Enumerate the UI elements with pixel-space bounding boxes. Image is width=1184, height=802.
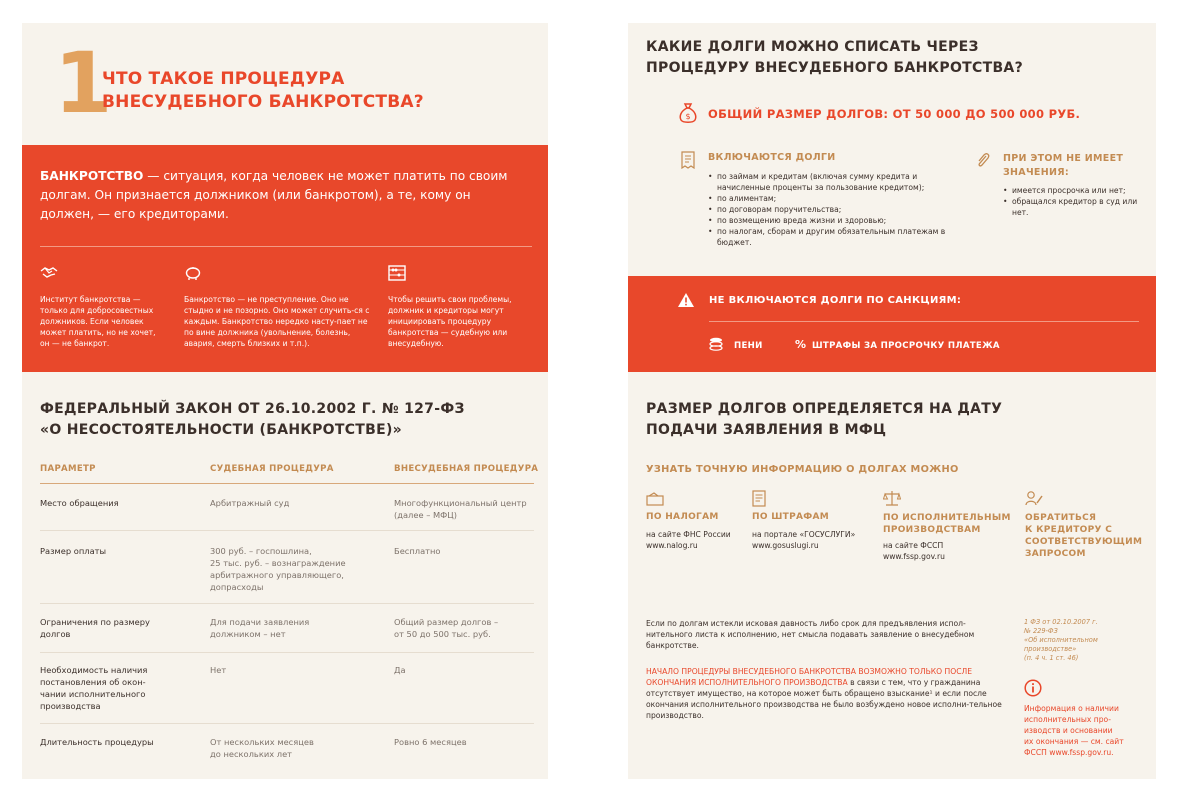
handshake-icon (40, 266, 58, 280)
table-row-line (40, 652, 534, 653)
receipt-icon (681, 151, 695, 169)
included-list (708, 171, 966, 248)
list-item: • по алиментам; (708, 193, 966, 204)
table-header-court: СУДЕБНАЯ ПРОЦЕДУРА (210, 464, 334, 474)
list-item: • по налогам, сборам и другим обязательным платежам в бюджет. (708, 226, 966, 248)
document-icon (752, 490, 766, 507)
included-title: ВКЛЮЧАЮТСЯ ДОЛГИ (708, 152, 836, 163)
source-title: ПО НАЛОГАМ (646, 512, 719, 522)
coins-icon (709, 337, 725, 351)
excluded-item-penalties: ПЕНИ (734, 341, 763, 351)
percent-icon: % (795, 338, 807, 351)
source-title: ПО ИСПОЛНИТЕЛЬНЫМ ПРОИЗВОДСТВАМ (883, 513, 1011, 535)
write-icon (1025, 490, 1043, 507)
page-title: ЧТО ТАКОЕ ПРОЦЕДУРА ВНЕСУДЕБНОГО БАНКРОТСТВА? (102, 69, 424, 112)
table-cell: Бесплатно (394, 546, 441, 556)
info-icon (1024, 679, 1042, 697)
total-debt-range: ОБЩИЙ РАЗМЕР ДОЛГОВ: ОТ 50 000 ДО 500 000 РУБ. (708, 107, 1081, 121)
right-title: КАКИЕ ДОЛГИ МОЖНО СПИСАТЬ ЧЕРЕЗ ПРОЦЕДУРУ ВНЕСУДЕБНОГО БАНКРОТСТВА? (646, 39, 1023, 76)
source-title: ПО ШТРАФАМ (752, 512, 829, 522)
table-cell: Нет (210, 665, 227, 675)
statute-paragraph: Если по долгам истекли исковая давность либо срок для предъявления испол-нительного листа к исполнению, нет смысла подавать заявление о внесудебном банкротстве. (646, 619, 975, 650)
fact-text-3: Чтобы решить свои проблемы, должник и кредиторы могут инициировать процедуру банкротства — судебную или внесудебную. (388, 295, 512, 348)
table-cell: Общий размер долгов – от 50 до 500 тыс. руб. (394, 617, 499, 639)
excluded-item-fines: ШТРАФЫ ЗА ПРОСРОЧКУ ПЛАТЕЖА (812, 341, 1000, 351)
tax-icon (646, 492, 664, 506)
divider (40, 246, 532, 247)
date-title: РАЗМЕР ДОЛГОВ ОПРЕДЕЛЯЕТСЯ НА ДАТУ ПОДАЧИ ЗАЯВЛЕНИЯ В МФЦ (646, 401, 1003, 438)
irrelevant-list (1003, 185, 1153, 218)
table-cell: Да (394, 665, 406, 675)
source-text: на сайте ФССП www.fssp.gov.ru (883, 541, 945, 561)
excluded-title: НЕ ВКЛЮЧАЮТСЯ ДОЛГИ ПО САНКЦИЯМ: (709, 295, 962, 306)
table-cell: Арбитражный суд (210, 498, 290, 508)
procedure-paragraph: НАЧАЛО ПРОЦЕДУРЫ ВНЕСУДЕБНОГО БАНКРОТСТВА ВОЗМОЖНО ТОЛЬКО ПОСЛЕ ОКОНЧАНИЯ ИСПОЛНИТЕЛЬНОГО ПРОИЗВОДСТВА в связи с тем, что у гражданина отсутствует имущество, на которое может быть обращено взыскание¹ и если после окончания исполнительного производства не было возбуждено новое исполни-тельное производство. (646, 667, 1002, 720)
table-cell: 300 руб. – госпошлина, 25 тыс. руб. – вознаграждение арбитражного управляющего, допрасходы (210, 546, 346, 592)
source-title: ОБРАТИТЬСЯ К КРЕДИТОРУ С СООТВЕТСТВУЮЩИМ ЗАПРОСОМ (1025, 513, 1143, 559)
section-number: 1 (54, 34, 113, 132)
table-row-line (40, 603, 534, 604)
list-item: • обращался кредитор в суд или нет. (1003, 196, 1153, 218)
table-cell: Многофункциональный центр (далее – МФЦ) (394, 498, 527, 520)
paperclip-icon (976, 151, 990, 169)
svg-text:$: $ (685, 112, 691, 121)
scales-icon (883, 490, 901, 507)
table-cell: Ровно 6 месяцев (394, 737, 467, 747)
table-cell: Длительность процедуры (40, 737, 154, 747)
info-title: УЗНАТЬ ТОЧНУЮ ИНФОРМАЦИЮ О ДОЛГАХ МОЖНО (646, 464, 959, 475)
divider (709, 321, 1139, 322)
piggy-bank-icon (184, 265, 202, 281)
list-item: • по договорам поручительства; (708, 204, 966, 215)
table-header-line (40, 483, 534, 484)
table-cell: Необходимость наличия постановления об окон- чании исполнительного производства (40, 665, 148, 711)
table-header-param: ПАРАМЕТР (40, 464, 96, 474)
left-page (22, 23, 548, 779)
excluded-band (628, 276, 1156, 372)
warning-icon (677, 292, 695, 308)
abacus-icon (388, 265, 406, 281)
irrelevant-title: ПРИ ЭТОМ НЕ ИМЕЕТ ЗНАЧЕНИЯ: (1003, 153, 1124, 178)
table-row-line (40, 530, 534, 531)
right-page (628, 23, 1156, 779)
list-item: • имеется просрочка или нет; (1003, 185, 1153, 196)
fact-text-2: Банкротство — не преступление. Оно не стыдно и не позорно. Оно может случить-ся с каждым. Банкротство нередко насту-пает не по вине должника (увольнение, болезнь, авария, смерть близких и т.п.). (184, 295, 370, 348)
fact-text-1: Институт банкротства — только для добросовестных должников. Если человек может платить, но не хочет, он — не банкрот. (40, 295, 156, 348)
table-row-line (40, 723, 534, 724)
footnote: 1 ФЗ от 02.10.2007 г. № 229-ФЗ «Об исполнительном производстве» (п. 4 ч. 1 ст. 46) (1024, 618, 1098, 662)
source-text: на портале «ГОСУСЛУГИ» www.gosuslugi.ru (752, 530, 856, 550)
table-header-outofcourt: ВНЕСУДЕБНАЯ ПРОЦЕДУРА (394, 464, 539, 474)
table-cell: Место обращения (40, 498, 119, 508)
table-cell: Ограничения по размеру долгов (40, 617, 150, 639)
money-bag-icon (678, 102, 698, 124)
definition-band (22, 145, 548, 372)
table-cell: Размер оплаты (40, 546, 107, 556)
info-note: Информация о наличии исполнительных про- изводств и основании их окончания — см. сайт ФССП www.fssp.gov.ru. (1024, 704, 1124, 757)
table-cell: Для подачи заявления должником – нет (210, 617, 310, 639)
list-item: • по возмещению вреда жизни и здоровью; (708, 215, 966, 226)
source-text: на сайте ФНС России www.nalog.ru (646, 530, 731, 550)
definition-text: БАНКРОТСТВО — ситуация, когда человек не может платить по своим долгам. Он признается должником (или банкротом), а те, кому он должен, — его кредиторами. (40, 169, 508, 221)
list-item: • по займам и кредитам (включая сумму кредита и начисленные проценты за пользование кредитом); (708, 171, 966, 193)
law-title: ФЕДЕРАЛЬНЫЙ ЗАКОН ОТ 26.10.2002 Г. № 127-ФЗ «О НЕСОСТОЯТЕЛЬНОСТИ (БАНКРОТСТВЕ)» (40, 401, 465, 438)
table-cell: От нескольких месяцев до нескольких лет (210, 737, 314, 759)
